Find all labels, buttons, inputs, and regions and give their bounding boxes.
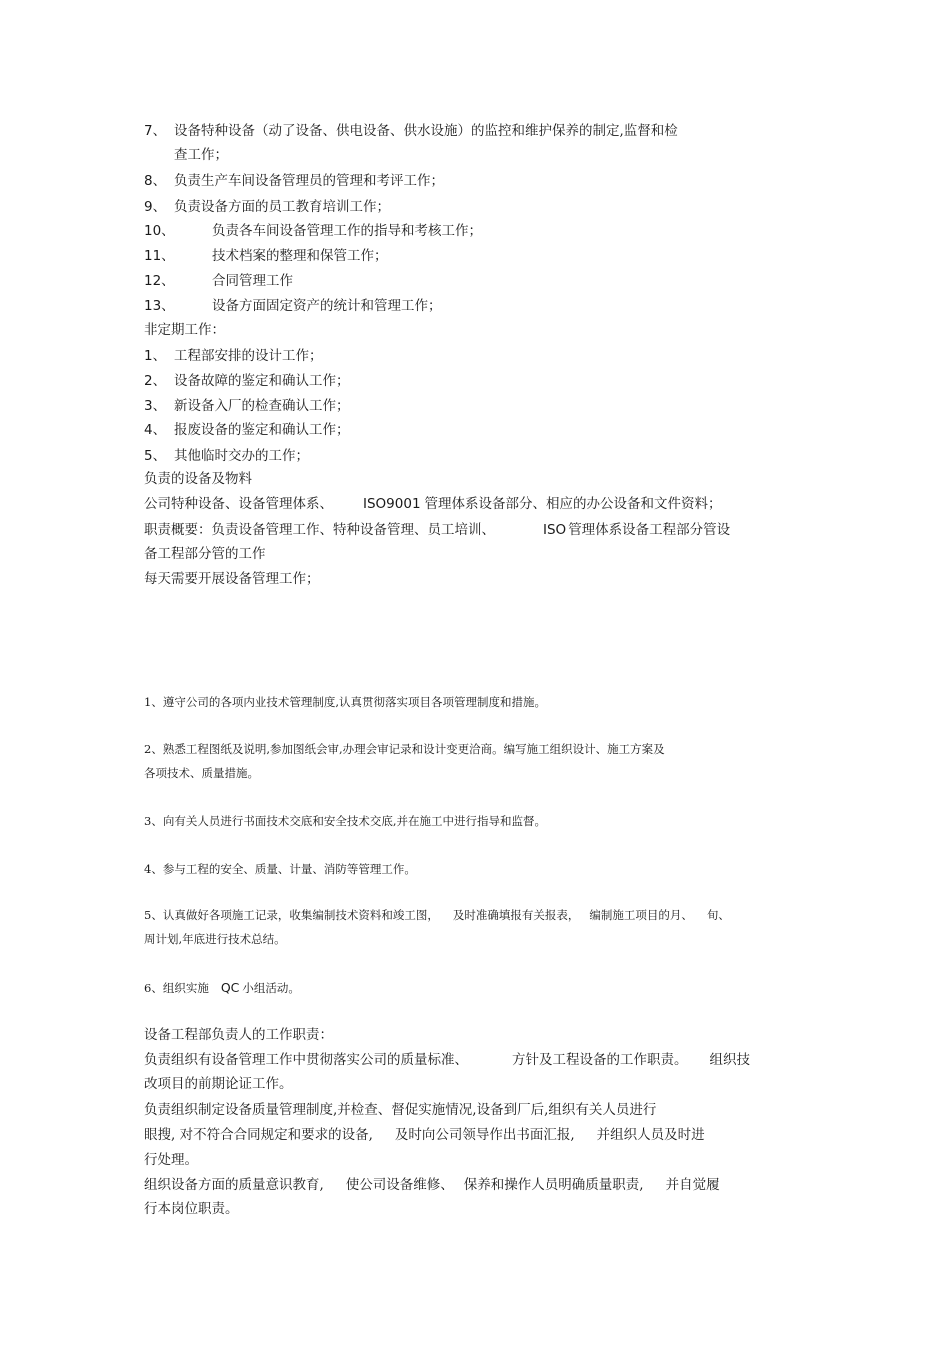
overview-line <box>144 521 730 539</box>
duty-item-7 <box>144 122 678 140</box>
duty-item-13 <box>144 297 442 315</box>
item-text: 技术档案的整理和保管工作； <box>212 248 388 264</box>
duty-item-8 <box>144 172 444 190</box>
head-para-1-continuation: 改项目的前期论证工作。 <box>144 1076 293 1092</box>
equipment-line <box>144 495 722 513</box>
irregular-item-5 <box>144 447 309 465</box>
head-para-2-line-3: 行处理。 <box>144 1152 198 1168</box>
irregular-item-1 <box>144 347 323 365</box>
head-para-3-part-1: 组织设备方面的质量意识教育, <box>144 1177 324 1193</box>
tech-item-4: 4、参与工程的安全、质量、计量、消防等管理工作。 <box>144 862 416 876</box>
duty-item-12 <box>144 272 293 290</box>
item-text: 工程部安排的设计工作； <box>174 348 323 364</box>
item-number: 1、 <box>144 348 167 364</box>
head-para-3-part-4: 并自觉履 <box>665 1177 720 1193</box>
head-para-3-part-2: 使公司设备维修、 <box>345 1177 454 1193</box>
item-text: 新设备入厂的检查确认工作； <box>174 398 350 414</box>
head-para-3-part-3: 保养和操作人员明确质量职责, <box>463 1177 644 1193</box>
head-para-2-part-2: 及时向公司领导作出书面汇报, <box>394 1127 575 1143</box>
tech-item-6-text-b: 小组活动。 <box>242 981 300 995</box>
overview-text-a: 职责概要：负责设备管理工作、特种设备管理、员工培训、 <box>144 522 495 538</box>
item-text: 设备方面固定资产的统计和管理工作； <box>212 298 442 314</box>
overview-text-b: 管理体系设备工程部分管设 <box>568 522 731 538</box>
item-number: 2、 <box>144 373 167 389</box>
head-para-3-line-1 <box>144 1176 720 1194</box>
tech-item-6-text-a: 6、组织实施 <box>144 981 209 995</box>
equipment-text-b: 管理体系设备部分、相应的办公设备和文件资料； <box>424 496 722 512</box>
overview-continuation: 备工程部分管的工作 <box>144 546 266 562</box>
duty-item-9 <box>144 198 390 216</box>
equipment-text-a: 公司特种设备、设备管理体系、 <box>144 496 333 512</box>
irregular-item-3 <box>144 397 350 415</box>
head-para-3-line-2: 行本岗位职责。 <box>144 1201 239 1217</box>
duty-item-11 <box>144 247 388 265</box>
head-para-2-part-3: 并组织人员及时进 <box>596 1127 705 1143</box>
tech-item-5-part-4: 旬、 <box>706 908 730 922</box>
iso-code: ISO9001 <box>363 496 421 512</box>
tech-item-5 <box>144 906 730 924</box>
item-text: 其他临时交办的工作； <box>174 448 309 464</box>
head-para-1 <box>144 1051 750 1069</box>
tech-item-6 <box>144 979 300 997</box>
item-text: 报废设备的鉴定和确认工作； <box>174 422 350 438</box>
tech-item-5-part-3: 编制施工项目的月、 <box>589 908 693 922</box>
item-number: 11、 <box>144 248 175 264</box>
equipment-heading: 负责的设备及物料 <box>144 471 252 487</box>
irregular-heading: 非定期工作： <box>144 322 225 338</box>
irregular-item-2 <box>144 372 350 390</box>
item-number: 12、 <box>144 273 175 289</box>
irregular-item-4 <box>144 421 350 439</box>
head-section-title: 设备工程部负责人的工作职责： <box>144 1027 333 1043</box>
item-number: 5、 <box>144 448 167 464</box>
head-para-1-part-3: 组织技 <box>709 1052 750 1068</box>
duty-item-7-continuation: 查工作； <box>174 147 228 163</box>
tech-item-2-continuation: 各项技术、质量措施。 <box>144 766 259 780</box>
tech-item-5-part-2: 及时准确填报有关报表， <box>452 908 580 922</box>
item-number: 4、 <box>144 422 167 438</box>
item-text: 合同管理工作 <box>212 273 293 289</box>
tech-item-5-part-1: 5、认真做好各项施工记录，收集编制技术资料和竣工图， <box>144 908 439 922</box>
item-text: 负责生产车间设备管理员的管理和考评工作； <box>174 173 444 189</box>
item-number: 3、 <box>144 398 167 414</box>
head-para-2-line-2 <box>144 1126 705 1144</box>
item-number: 9、 <box>144 199 167 215</box>
head-para-2-line-1: 负责组织制定设备质量管理制度,并检查、督促实施情况,设备到厂后,组织有关人员进行 <box>144 1102 657 1118</box>
tech-item-3: 3、向有关人员进行书面技术交底和安全技术交底,并在施工中进行指导和监督。 <box>144 814 546 828</box>
head-para-1-part-2: 方针及工程设备的工作职责。 <box>512 1052 688 1068</box>
head-para-1-part-1: 负责组织有设备管理工作中贯彻落实公司的质量标准、 <box>144 1052 468 1068</box>
item-text: 设备特种设备（动了设备、供电设备、供水设施）的监控和维护保养的制定,监督和检 <box>174 123 678 139</box>
iso-code: ISO <box>543 522 567 538</box>
tech-item-2: 2、熟悉工程图纸及说明,参加图纸会审,办理会审记录和设计变更洽商。编写施工组织设计、施工方案及 <box>144 742 665 756</box>
tech-item-5-continuation: 周计划,年底进行技术总结。 <box>144 932 286 946</box>
item-text: 负责设备方面的员工教育培训工作； <box>174 199 390 215</box>
item-number: 13、 <box>144 298 175 314</box>
item-number: 8、 <box>144 173 167 189</box>
item-text: 负责各车间设备管理工作的指导和考核工作； <box>212 223 482 239</box>
tech-item-1: 1、遵守公司的各项内业技术管理制度,认真贯彻落实项目各项管理制度和措施。 <box>144 695 546 709</box>
item-number: 7、 <box>144 123 167 139</box>
head-para-2-part-1: 眼搜, 对不符合合同规定和要求的设备, <box>144 1127 373 1143</box>
daily-line: 每天需要开展设备管理工作； <box>144 571 320 587</box>
duty-item-10 <box>144 222 482 240</box>
item-number: 10、 <box>144 223 175 239</box>
qc-label: QC <box>220 980 240 995</box>
item-text: 设备故障的鉴定和确认工作； <box>174 373 350 389</box>
